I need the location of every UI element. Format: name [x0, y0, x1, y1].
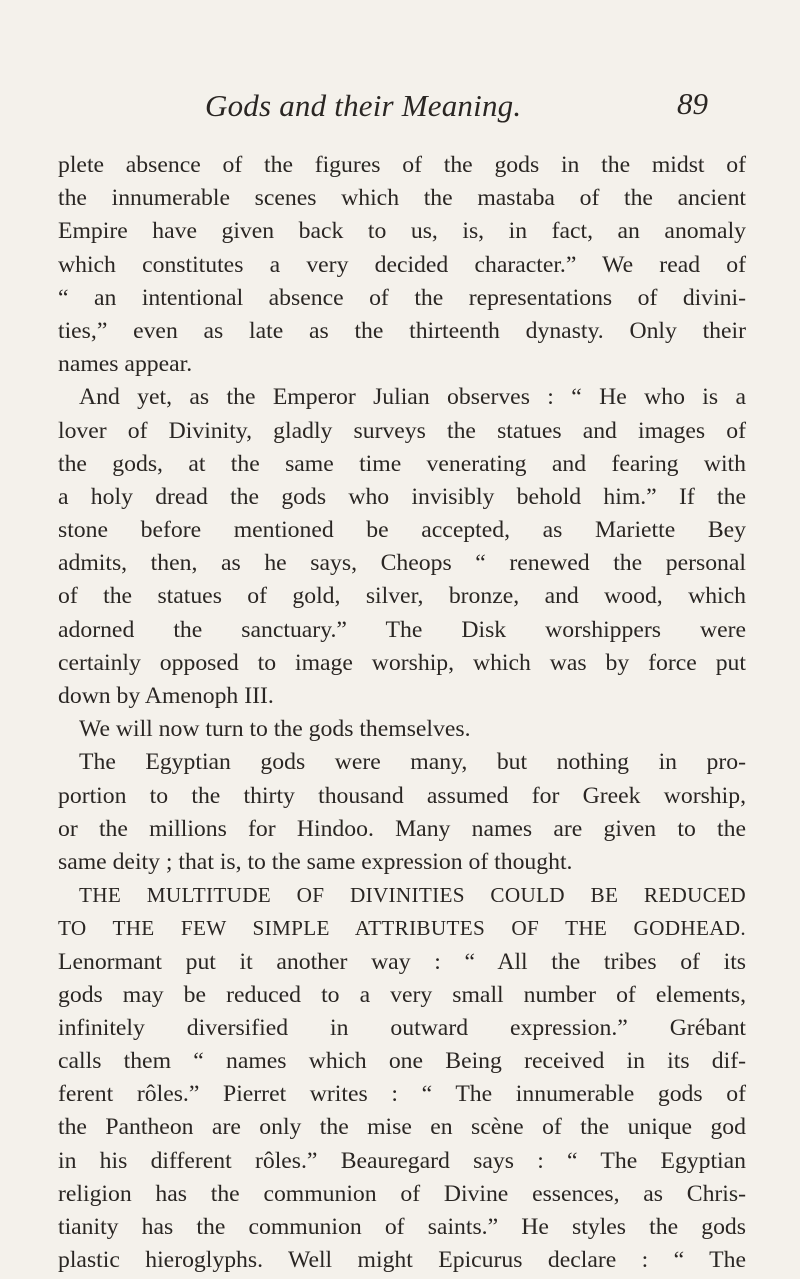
- text-line: of the statues of gold, silver, bronze, and wood, which: [58, 583, 746, 610]
- text-line: same deity ; that is, to the same expression of thought.: [58, 848, 573, 875]
- text-line: down by Amenoph III.: [58, 683, 274, 709]
- text-line: Lenormant put it another way : “ All the tribes of its: [58, 948, 746, 975]
- text-line: “ an intentional absence of the representations of divini-: [58, 284, 746, 311]
- text-line: ferent rôles.” Pierret writes : “ The innumerable gods of: [58, 1081, 746, 1108]
- running-title: Gods and their Meaning.: [205, 88, 522, 123]
- text-line: ties,” even as late as the thirteenth dynasty. Only their: [58, 317, 746, 344]
- text-line: lover of Divinity, gladly surveys the statues and images of: [58, 417, 746, 444]
- text-line: names appear.: [58, 351, 193, 378]
- text-line: the innumerable scenes which the mastaba of the ancient: [58, 185, 746, 212]
- page-number: 89: [677, 86, 708, 121]
- text-line: which constitutes a very decided character.” We read of: [58, 251, 746, 278]
- text-line: certainly opposed to image worship, which was by force put: [58, 649, 746, 676]
- text-line: adorned the sanctuary.” The Disk worshippers were: [58, 616, 746, 643]
- text-line: infinitely diversified in outward expression.” Grébant: [58, 1014, 746, 1041]
- text-line: plastic hieroglyphs. Well might Epicurus declare : “ The: [58, 1247, 746, 1274]
- text-line: admits, then, as he says, Cheops “ renewed the personal: [58, 550, 746, 577]
- text-line: the Pantheon are only the mise en scène of the unique god: [58, 1114, 746, 1141]
- text-line: religion has the communion of Divine essences, as Chris-: [58, 1180, 746, 1207]
- text-line: TO THE FEW SIMPLE ATTRIBUTES OF THE GODHEAD.: [58, 916, 746, 941]
- text-line: a holy dread the gods who invisibly behold him.” If the: [58, 483, 746, 510]
- text-line: The Egyptian gods were many, but nothing in pro-: [79, 749, 746, 776]
- running-head: [0, 88, 800, 128]
- text-line: in his different rôles.” Beauregard says : “ The Egyptian: [58, 1147, 746, 1174]
- text-line: portion to the thirty thousand assumed for Greek worship,: [58, 782, 746, 809]
- text-line: We will now turn to the gods themselves.: [79, 716, 471, 743]
- text-line: stone before mentioned be accepted, as Mariette Bey: [58, 517, 746, 544]
- text-line: Empire have given back to us, is, in fact, an anomaly: [58, 218, 746, 245]
- text-line: calls them “ names which one Being received in its dif-: [58, 1048, 746, 1075]
- text-line: plete absence of the figures of the gods in the midst of: [58, 152, 746, 178]
- text-line: THE MULTITUDE OF DIVINITIES COULD BE REDUCED: [79, 883, 746, 908]
- text-line: tianity has the communion of saints.” He styles the gods: [58, 1214, 746, 1240]
- page-body: [58, 149, 746, 1277]
- text-line: the gods, at the same time venerating and fearing with: [58, 450, 746, 477]
- text-line: And yet, as the Emperor Julian observes : “ He who is a: [79, 384, 746, 411]
- text-line: gods may be reduced to a very small number of elements,: [58, 981, 746, 1008]
- text-line: or the millions for Hindoo. Many names are given to the: [58, 815, 746, 842]
